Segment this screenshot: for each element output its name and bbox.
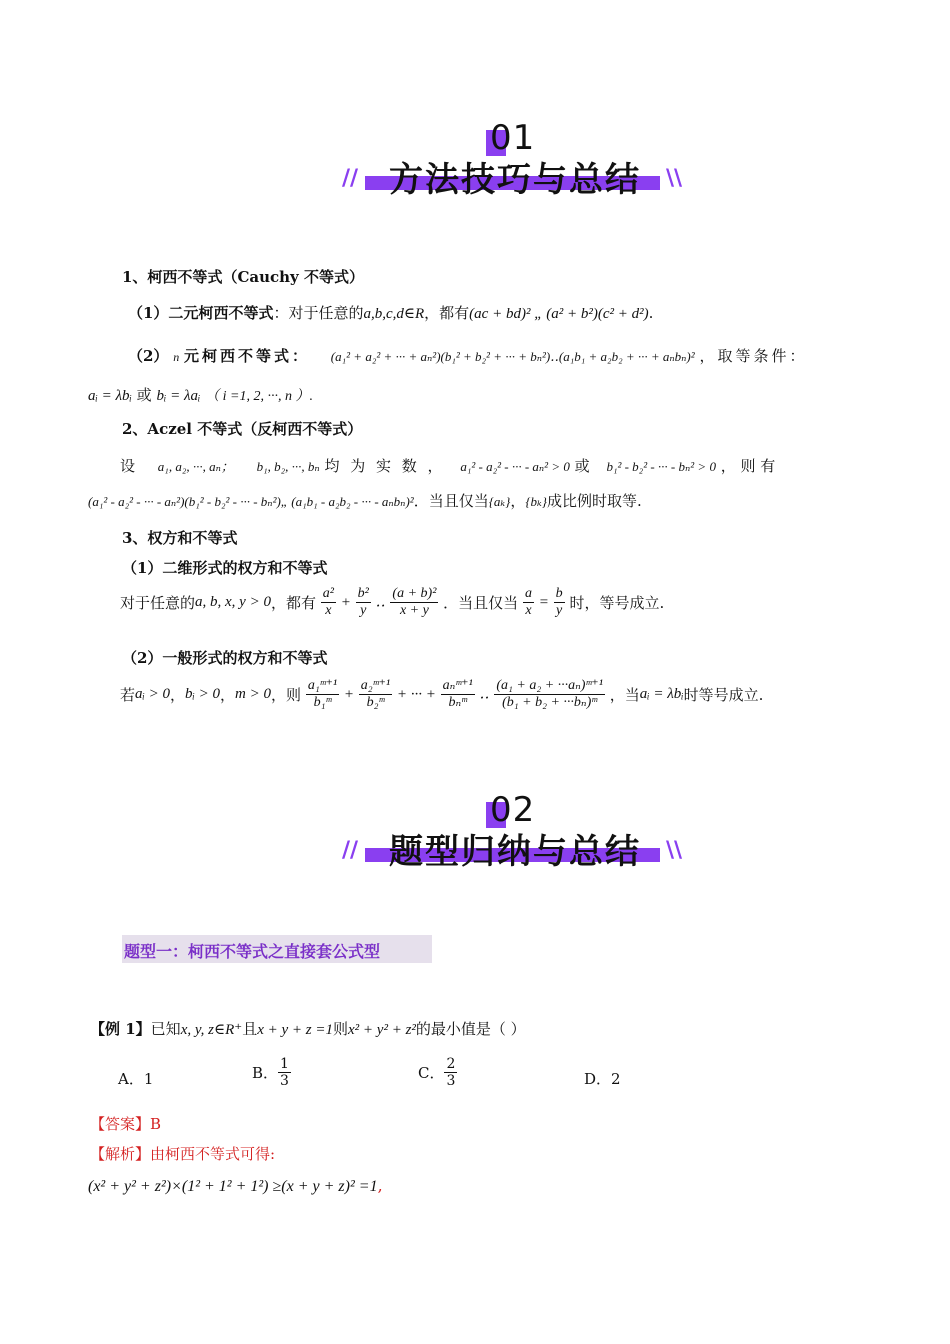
fraction-one-third: $\frac{1}{3}$: [280, 1056, 289, 1090]
section-number: 01: [490, 118, 536, 158]
fraction-sum-power: $\frac{\text{(a₁ + a₂ + ···aₙ)ᵐ⁺¹}}{\text{(b₁ + b₂ + ···bₙ)ᵐ}}$: [496, 678, 603, 711]
fraction-term-2: $\frac{\text{a₂ᵐ⁺¹}}{\text{b₂ᵐ}}$: [360, 678, 391, 711]
answer-line: 【答案】B: [90, 1115, 162, 1133]
option-a[interactable]: A．1: [118, 1070, 154, 1088]
subheading-general-form: （2）一般形式的权方和不等式: [122, 649, 328, 667]
left-slash-decoration: //: [342, 166, 359, 191]
fraction-b-y: $\frac{b}{y}$: [555, 586, 563, 619]
heading-weighted-power: 3、权方和不等式: [122, 529, 238, 547]
fraction-two-thirds: $\frac{2}{3}$: [446, 1056, 456, 1090]
weighted-general-line: 若aᵢ > 0，bᵢ > 0，m > 0，则 $\frac{\text{a₁ᵐ⁺¹}}{\text{b₁ᵐ}}$ + $\frac{\text{a₂ᵐ⁺¹}}{\text{b₂ᵐ}}$ + ··· + $\frac{\text{aₙᵐ⁺¹}}{\text{bₙᵐ}}$ ‥ $\frac{\text{(a₁ + a₂ + ···aₙ)ᵐ⁺¹}}{\text{(b₁ + b₂ + ···bₙ)ᵐ}}$ ，当aᵢ = λbᵢ时等号成立.: [120, 678, 764, 711]
heading-cauchy: 1、柯西不等式（Cauchy 不等式）: [122, 268, 364, 286]
fraction-a2-x: $\frac{\text{a²}}{x}$: [322, 586, 334, 619]
subheading-2d-form: （1）二维形式的权方和不等式: [122, 559, 328, 577]
n-var-cauchy-line: （2） n 元柯西不等式： (a₁² + a₂² + ··· + aₙ²)(b₁² + b₂² + ··· + bₙ²)‥(a₁b₁ + a₂b₂ + ··· + aₙbₙ)² ，取等条件：: [128, 347, 808, 365]
example-1-question: 【例 1】已知x, y, z∈R⁺且x + y + z =1则x² + y² + z²的最小值是（ ）: [90, 1020, 526, 1038]
fraction-sum-squared: $\frac{\text{(a + b)²}}{x + y}$: [392, 586, 437, 619]
fraction-a-x: $\frac{a}{x}$: [524, 586, 532, 619]
section-title: 方法技巧与总结: [389, 160, 641, 200]
heading-aczel: 2、Aczel 不等式（反柯西不等式）: [122, 420, 363, 438]
section-number: 02: [490, 790, 536, 830]
option-d[interactable]: D．2: [584, 1070, 621, 1088]
weighted-2d-line: 对于任意的a, b, x, y > 0，都有 $\frac{\text{a²}}{x}$ + $\frac{\text{b²}}{y}$ ‥ $\frac{\text{(a + b)²}}{x + y}$ ．当且仅当 $\frac{a}{x}$ = $\frac{b}{y}$ 时，等号成立.: [120, 586, 665, 619]
section-banner-1: [340, 118, 685, 208]
fraction-b2-y: $\frac{\text{b²}}{y}$: [357, 586, 369, 619]
equality-condition-line: aᵢ = λbᵢ 或 bᵢ = λaᵢ （ i =1, 2, ···, n ）.: [88, 386, 313, 404]
problem-type-label: 题型一：柯西不等式之直接套公式型: [124, 942, 381, 961]
left-slash-decoration: //: [342, 838, 359, 863]
section-banner-2: [340, 790, 685, 880]
right-slash-decoration: \\: [666, 838, 683, 863]
aczel-line-2: (a₁² - a₂² - ··· - aₙ²)(b₁² - b₂² - ··· - bₙ²)„ (a₁b₁ - a₂b₂ - ··· - aₙbₙ)²．当且仅当{aₖ}，{bₖ}成比例时取等.: [88, 492, 642, 510]
aczel-line-1: 设 a₁, a₂, ···, aₙ； b₁, b₂, ···, bₙ 均 为 实 数 ， a₁² - a₂² - ··· - aₙ² > 0 或 b₁² - b₂² - ··· - bₙ² > 0 ， 则 有: [120, 457, 776, 475]
option-c[interactable]: C． $\frac{2}{3}$: [418, 1056, 456, 1090]
two-var-cauchy-line: （1）二元柯西不等式：对于任意的a,b,c,d∈R，都有(ac + bd)² „ (a² + b²)(c² + d²).: [128, 304, 654, 322]
right-slash-decoration: \\: [666, 166, 683, 191]
fraction-term-n: $\frac{\text{aₙᵐ⁺¹}}{\text{bₙᵐ}}$: [442, 678, 473, 711]
section-title: 题型归纳与总结: [389, 832, 641, 872]
solution-line: 【解析】由柯西不等式可得:: [90, 1145, 276, 1163]
option-b[interactable]: B． $\frac{1}{3}$: [252, 1056, 289, 1090]
fraction-term-1: $\frac{\text{a₁ᵐ⁺¹}}{\text{b₁ᵐ}}$: [307, 678, 338, 711]
solution-formula: (x² + y² + z²)×(1² + 1² + 1²) ≥(x + y + z)² =1,: [88, 1176, 383, 1195]
